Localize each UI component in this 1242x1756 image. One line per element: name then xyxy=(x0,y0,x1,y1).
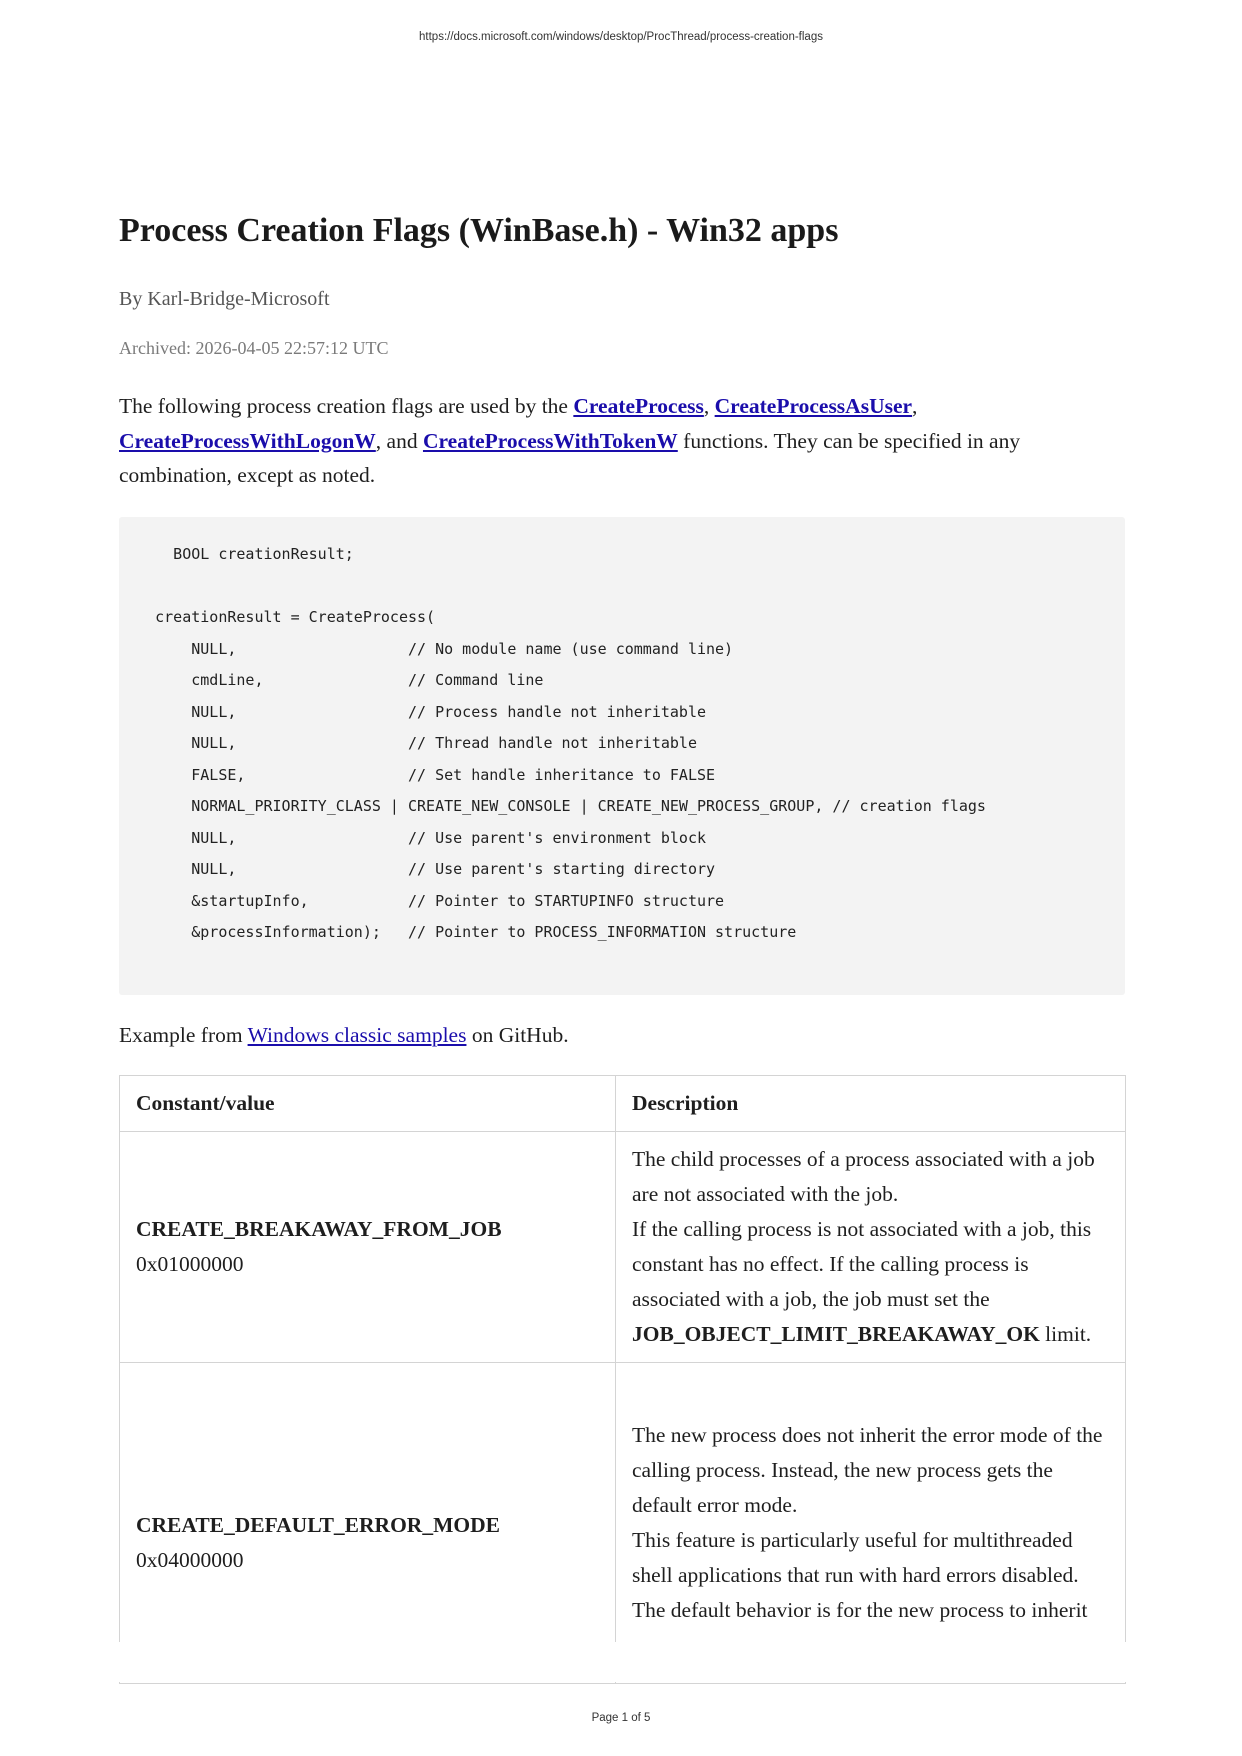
description-cell xyxy=(616,1132,1126,1363)
table-row xyxy=(120,1132,1126,1363)
description-text: The default behavior is for the new process to inherit xyxy=(632,1598,1088,1622)
intro-paragraph xyxy=(119,389,1125,493)
link-windows-classic-samples[interactable]: Windows classic samples xyxy=(247,1023,467,1047)
description-text: The child processes of a process associated with a job are not associated with the job. xyxy=(632,1147,1095,1206)
column-header-description: Description xyxy=(616,1076,1126,1132)
page-break-mask xyxy=(112,1642,1132,1682)
code-line: NULL, // No module name (use command line) xyxy=(119,639,734,658)
link-createprocessasuser[interactable]: CreateProcessAsUser xyxy=(714,394,913,418)
example-source xyxy=(119,1018,569,1052)
flags-table xyxy=(119,1075,1126,1684)
example-tail: on GitHub. xyxy=(466,1023,569,1047)
code-line: creationResult = CreateProcess( xyxy=(119,608,436,626)
archived-timestamp: Archived: 2026-04-05 22:57:12 UTC xyxy=(119,338,389,358)
table-row xyxy=(120,1363,1126,1684)
intro-sep: , and xyxy=(375,428,423,453)
code-line: NULL, // Use parent's starting directory xyxy=(119,860,716,878)
description-cell xyxy=(616,1363,1126,1684)
code-line xyxy=(119,571,1125,603)
page-title: Process Creation Flags (WinBase.h) - Win32 apps xyxy=(119,212,839,249)
constant-value: 0x01000000 xyxy=(136,1252,244,1276)
link-createprocesswithtokenw[interactable]: CreateProcessWithTokenW xyxy=(422,428,678,453)
intro-sep: , xyxy=(703,394,715,418)
constant-name: CREATE_BREAKAWAY_FROM_JOB xyxy=(136,1217,502,1241)
constant-cell xyxy=(120,1363,616,1684)
code-line: NULL, // Process handle not inheritable xyxy=(119,702,706,721)
description-tail: limit. xyxy=(1039,1322,1092,1346)
code-line: &startupInfo, // Pointer to STARTUPINFO structure xyxy=(119,891,725,910)
constant-cell xyxy=(120,1132,616,1363)
constant-name: CREATE_DEFAULT_ERROR_MODE xyxy=(136,1513,500,1537)
description-lead: If the calling process is not associated with a job, this constant has no effect. If the calling process is associated with a job, the job must set the xyxy=(632,1217,1092,1311)
description-bold: JOB_OBJECT_LIMIT_BREAKAWAY_OK xyxy=(632,1322,1040,1346)
intro-lead: The following process creation flags are used by the xyxy=(119,394,574,418)
code-line: cmdLine, // Command line xyxy=(119,671,544,689)
description-text: The new process does not inherit the error mode of the calling process. Instead, the new process gets the default error mode. xyxy=(632,1423,1103,1517)
code-line: NULL, // Thread handle not inheritable xyxy=(119,734,697,752)
link-createprocesswithlogonw[interactable]: CreateProcessWithLogonW xyxy=(119,428,376,453)
intro-sep: , xyxy=(912,394,918,418)
page-url: https://docs.microsoft.com/windows/desktop/ProcThread/process-creation-flags xyxy=(419,31,823,43)
constant-value: 0x04000000 xyxy=(136,1548,244,1572)
code-line: FALSE, // Set handle inheritance to FALSE xyxy=(119,765,716,784)
link-createprocess[interactable]: CreateProcess xyxy=(573,394,704,418)
code-line: BOOL creationResult; xyxy=(119,545,354,563)
author-byline: By Karl-Bridge-Microsoft xyxy=(119,288,330,310)
example-lead: Example from xyxy=(119,1023,248,1047)
code-line: NULL, // Use parent's environment block xyxy=(119,828,706,847)
table-header-row xyxy=(120,1076,1126,1132)
intro-tail: functions. They can be specified in any combination, except as noted. xyxy=(119,428,1021,487)
code-line: &processInformation); // Pointer to PROCESS_INFORMATION structure xyxy=(119,923,797,941)
page-number: Page 1 of 5 xyxy=(591,1712,651,1724)
column-header-constant: Constant/value xyxy=(120,1076,616,1132)
code-block xyxy=(119,517,1125,995)
description-text xyxy=(632,1212,1109,1352)
description-text: This feature is particularly useful for multithreaded shell applications that run with hard errors disabled. xyxy=(632,1528,1079,1587)
code-line: NORMAL_PRIORITY_CLASS | CREATE_NEW_CONSOLE | CREATE_NEW_PROCESS_GROUP, // creation flags xyxy=(119,797,986,815)
